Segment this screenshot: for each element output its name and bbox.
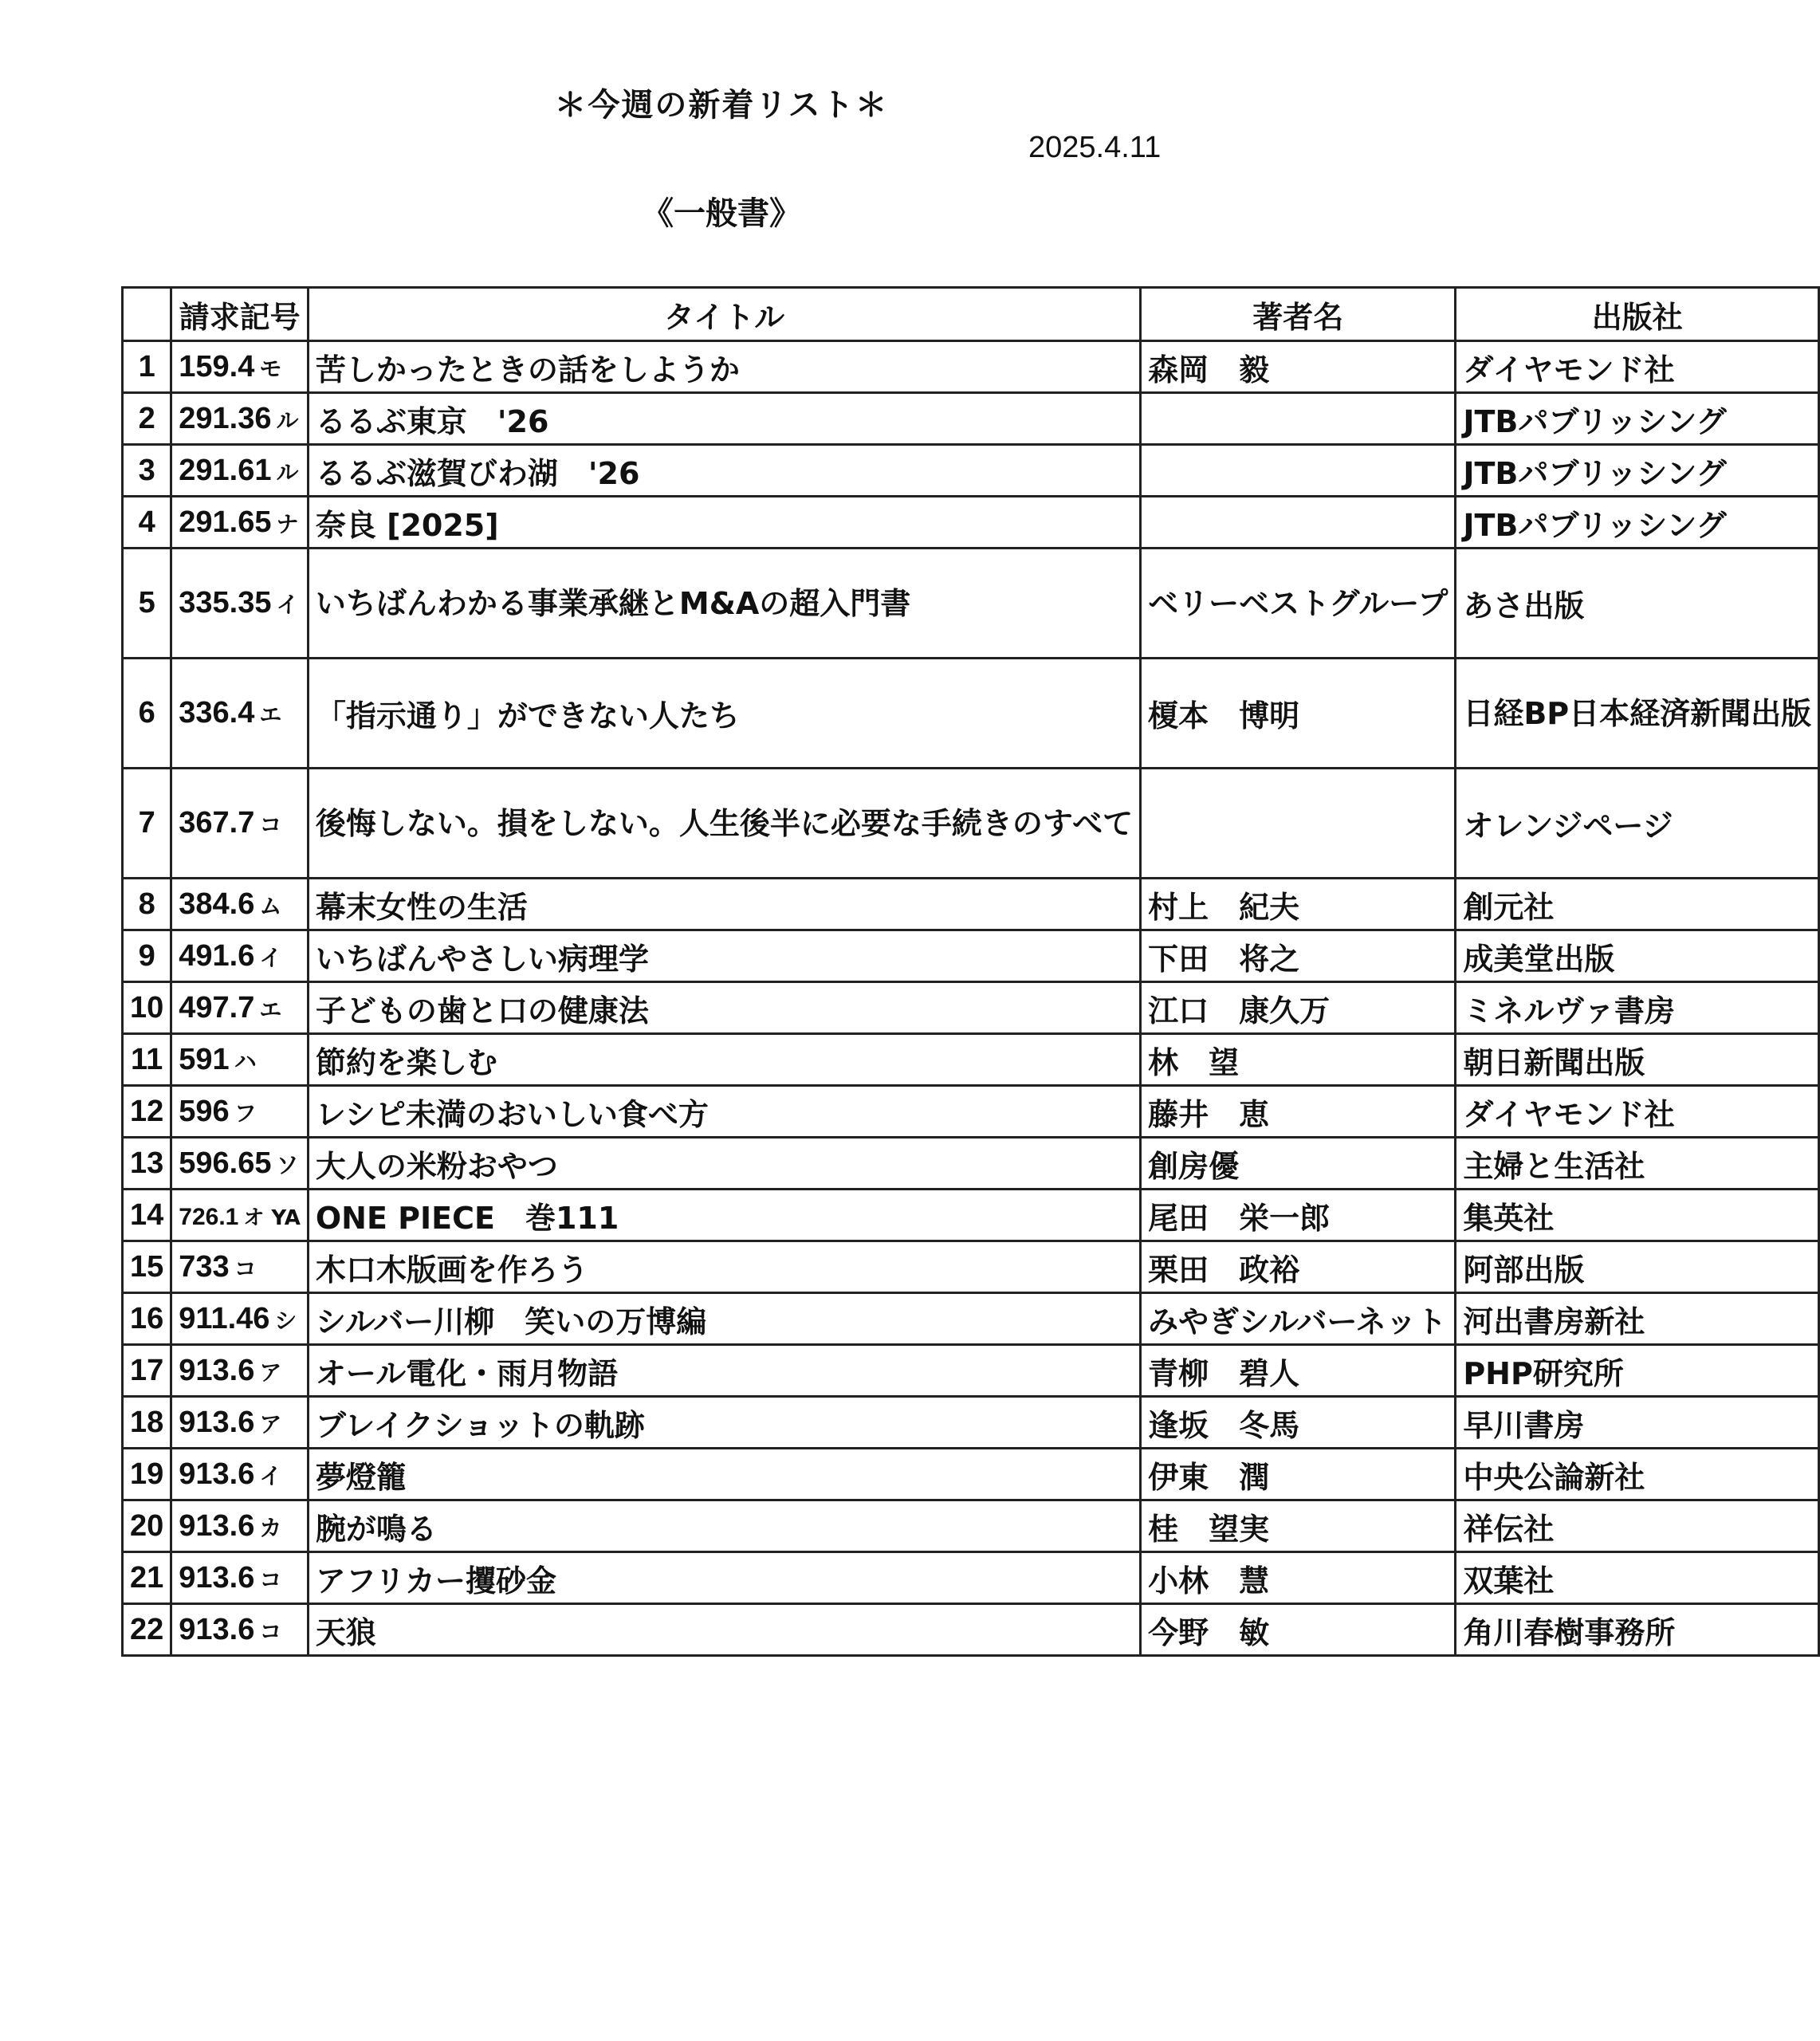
author-mark: イ	[259, 944, 282, 971]
list-title: ＊今週の新着リスト＊	[554, 87, 889, 124]
book-title: シルバー川柳 笑いの万博編	[308, 1293, 1140, 1345]
book-publisher: 双葉社	[1456, 1552, 1819, 1604]
book-author	[1141, 393, 1456, 445]
book-author: 下田 将之	[1141, 930, 1456, 982]
book-title: 節約を楽しむ	[308, 1034, 1140, 1086]
book-title: 夢燈籠	[308, 1449, 1140, 1500]
book-title: 天狼	[308, 1604, 1140, 1656]
table-row	[123, 769, 1819, 879]
book-author: 桂 望実	[1141, 1500, 1456, 1552]
author-mark: コ	[234, 1255, 257, 1282]
call-code: 491.6	[179, 938, 255, 973]
book-title: るるぶ東京 '26	[308, 393, 1140, 445]
book-publisher: 創元社	[1456, 879, 1819, 930]
table-row	[123, 445, 1819, 497]
table-row	[123, 1086, 1819, 1138]
call-code: 159.4	[179, 349, 255, 383]
row-number: 14	[123, 1190, 171, 1241]
table-header-row	[123, 288, 1819, 341]
call-code: 913.6	[179, 1405, 255, 1439]
book-author: 小林 慧	[1141, 1552, 1456, 1604]
book-publisher: 集英社	[1456, 1190, 1819, 1241]
table-row	[123, 341, 1819, 393]
book-publisher: JTBパブリッシング	[1456, 445, 1819, 497]
book-title: 幕末女性の生活	[308, 879, 1140, 930]
book-title: 子どもの歯と口の健康法	[308, 982, 1140, 1034]
call-number	[171, 930, 309, 982]
book-author: 創房優	[1141, 1138, 1456, 1190]
call-code: 913.6	[179, 1353, 255, 1387]
call-number	[171, 497, 309, 549]
table-row	[123, 497, 1819, 549]
table-row	[123, 659, 1819, 769]
call-number	[171, 1138, 309, 1190]
call-code: 336.4	[179, 696, 255, 729]
header-author: 著者名	[1141, 288, 1456, 341]
book-author: 青柳 碧人	[1141, 1345, 1456, 1397]
book-title: アフリカー攫砂金	[308, 1552, 1140, 1604]
book-publisher: JTBパブリッシング	[1456, 393, 1819, 445]
book-title: ONE PIECE 巻111	[308, 1190, 1140, 1241]
book-title: るるぶ滋賀びわ湖 '26	[308, 445, 1140, 497]
book-author	[1141, 497, 1456, 549]
call-number	[171, 341, 309, 393]
table-row	[123, 1397, 1819, 1449]
call-code: 291.61	[179, 453, 272, 487]
row-number: 3	[123, 445, 171, 497]
call-code: 335.35	[179, 586, 272, 619]
call-code: 913.6	[179, 1612, 255, 1646]
author-mark: コ	[259, 1618, 282, 1645]
author-mark: イ	[259, 1462, 282, 1489]
author-mark: ア	[259, 1410, 282, 1437]
book-publisher: PHP研究所	[1456, 1345, 1819, 1397]
call-code: 726.1	[179, 1203, 239, 1230]
call-code: 913.6	[179, 1457, 255, 1491]
call-code: 497.7	[179, 990, 255, 1024]
book-author: ベリーベストグループ	[1141, 549, 1456, 659]
row-number: 9	[123, 930, 171, 982]
book-publisher: 中央公論新社	[1456, 1449, 1819, 1500]
row-number: 10	[123, 982, 171, 1034]
call-code: 384.6	[179, 887, 255, 921]
author-mark: ル	[276, 458, 299, 486]
author-mark: ル	[276, 407, 299, 434]
author-mark: エ	[259, 702, 282, 728]
call-number	[171, 1604, 309, 1656]
row-number: 12	[123, 1086, 171, 1138]
book-publisher: 河出書房新社	[1456, 1293, 1819, 1345]
row-number: 17	[123, 1345, 171, 1397]
book-author	[1141, 445, 1456, 497]
book-title: 奈良 [2025]	[308, 497, 1140, 549]
row-number: 6	[123, 659, 171, 769]
author-mark: ム	[259, 892, 282, 919]
table-row	[123, 879, 1819, 930]
book-title: 苦しかったときの話をしようか	[308, 341, 1140, 393]
header-number	[123, 288, 171, 341]
call-number	[171, 1345, 309, 1397]
book-title: レシピ未満のおいしい食べ方	[308, 1086, 1140, 1138]
call-code: 291.36	[179, 401, 272, 435]
call-number	[171, 879, 309, 930]
book-author: 逢坂 冬馬	[1141, 1397, 1456, 1449]
call-code: 913.6	[179, 1560, 255, 1595]
book-author: みやぎシルバーネット	[1141, 1293, 1456, 1345]
table-row	[123, 393, 1819, 445]
book-author: 今野 敏	[1141, 1604, 1456, 1656]
call-number	[171, 769, 309, 879]
author-mark: ナ	[276, 510, 299, 537]
author-mark: エ	[259, 996, 282, 1023]
book-title: 大人の米粉おやつ	[308, 1138, 1140, 1190]
table-row	[123, 1345, 1819, 1397]
book-publisher: ミネルヴァ書房	[1456, 982, 1819, 1034]
author-mark: ハ	[234, 1048, 257, 1075]
book-title: 後悔しない。損をしない。人生後半に必要な手続きのすべて	[308, 769, 1140, 879]
book-publisher: 日経BP日本経済新聞出版	[1456, 659, 1819, 769]
table-row	[123, 1449, 1819, 1500]
table-row	[123, 1034, 1819, 1086]
new-arrivals-table	[121, 286, 1820, 1657]
book-publisher: 成美堂出版	[1456, 930, 1819, 982]
call-number	[171, 1086, 309, 1138]
book-author: 林 望	[1141, 1034, 1456, 1086]
table-row	[123, 982, 1819, 1034]
book-publisher: 阿部出版	[1456, 1241, 1819, 1293]
row-number: 15	[123, 1241, 171, 1293]
call-code: 596	[179, 1094, 230, 1128]
call-code: 596.65	[179, 1146, 272, 1180]
header-call-number: 請求記号	[171, 288, 309, 341]
call-number	[171, 1293, 309, 1345]
header-publisher: 出版社	[1456, 288, 1819, 341]
row-number: 21	[123, 1552, 171, 1604]
row-number: 8	[123, 879, 171, 930]
call-number	[171, 393, 309, 445]
table-row	[123, 1293, 1819, 1345]
book-author: 栗田 政裕	[1141, 1241, 1456, 1293]
table-row	[123, 1500, 1819, 1552]
book-title: 木口木版画を作ろう	[308, 1241, 1140, 1293]
book-publisher: ダイヤモンド社	[1456, 341, 1819, 393]
author-mark: オ YA	[243, 1205, 301, 1230]
row-number: 2	[123, 393, 171, 445]
call-number	[171, 982, 309, 1034]
call-number	[171, 549, 309, 659]
table-row	[123, 1190, 1819, 1241]
book-author: 村上 紀夫	[1141, 879, 1456, 930]
row-number: 16	[123, 1293, 171, 1345]
book-title: いちばんやさしい病理学	[308, 930, 1140, 982]
book-author: 榎本 博明	[1141, 659, 1456, 769]
book-author: 伊東 潤	[1141, 1449, 1456, 1500]
row-number: 20	[123, 1500, 171, 1552]
book-publisher: 朝日新聞出版	[1456, 1034, 1819, 1086]
call-number	[171, 659, 309, 769]
call-number	[171, 1397, 309, 1449]
call-number	[171, 445, 309, 497]
row-number: 4	[123, 497, 171, 549]
table-row	[123, 1604, 1819, 1656]
row-number: 7	[123, 769, 171, 879]
book-title: いちばんわかる事業承継とM&Aの超入門書	[308, 549, 1140, 659]
call-number	[171, 1241, 309, 1293]
author-mark: シ	[274, 1307, 297, 1334]
author-mark: フ	[234, 1099, 257, 1127]
book-author	[1141, 769, 1456, 879]
table-row	[123, 549, 1819, 659]
book-publisher: あさ出版	[1456, 549, 1819, 659]
call-code: 733	[179, 1249, 230, 1284]
header-title: タイトル	[308, 288, 1140, 341]
table-row	[123, 930, 1819, 982]
call-code: 367.7	[179, 806, 255, 840]
call-number	[171, 1190, 309, 1241]
row-number: 19	[123, 1449, 171, 1500]
book-author: 森岡 毅	[1141, 341, 1456, 393]
row-number: 18	[123, 1397, 171, 1449]
table-row	[123, 1552, 1819, 1604]
book-publisher: 早川書房	[1456, 1397, 1819, 1449]
book-publisher: 主婦と生活社	[1456, 1138, 1819, 1190]
author-mark: カ	[259, 1514, 282, 1541]
book-author: 藤井 恵	[1141, 1086, 1456, 1138]
call-code: 913.6	[179, 1508, 255, 1543]
book-publisher: 角川春樹事務所	[1456, 1604, 1819, 1656]
table-body	[123, 341, 1819, 1656]
row-number: 22	[123, 1604, 171, 1656]
author-mark: ソ	[276, 1151, 299, 1178]
call-code: 291.65	[179, 505, 272, 539]
author-mark: コ	[259, 812, 282, 838]
call-number	[171, 1500, 309, 1552]
author-mark: イ	[276, 592, 299, 618]
row-number: 11	[123, 1034, 171, 1086]
call-code: 591	[179, 1042, 230, 1076]
book-title: オール電化・雨月物語	[308, 1345, 1140, 1397]
book-author: 尾田 栄一郎	[1141, 1190, 1456, 1241]
row-number: 1	[123, 341, 171, 393]
list-date: 2025.4.11	[1028, 131, 1162, 164]
book-title: 「指示通り」ができない人たち	[308, 659, 1140, 769]
row-number: 13	[123, 1138, 171, 1190]
call-number	[171, 1552, 309, 1604]
book-title: 腕が鳴る	[308, 1500, 1140, 1552]
call-number	[171, 1034, 309, 1086]
book-author: 江口 康久万	[1141, 982, 1456, 1034]
book-publisher: ダイヤモンド社	[1456, 1086, 1819, 1138]
book-publisher: 祥伝社	[1456, 1500, 1819, 1552]
row-number: 5	[123, 549, 171, 659]
author-mark: コ	[259, 1566, 282, 1593]
book-publisher: JTBパブリッシング	[1456, 497, 1819, 549]
call-code: 911.46	[179, 1301, 270, 1335]
table-row	[123, 1138, 1819, 1190]
section-heading: 《一般書》	[642, 195, 801, 232]
table-row	[123, 1241, 1819, 1293]
book-publisher: オレンジページ	[1456, 769, 1819, 879]
book-title: ブレイクショットの軌跡	[308, 1397, 1140, 1449]
call-number	[171, 1449, 309, 1500]
author-mark: ア	[259, 1359, 282, 1386]
author-mark: モ	[259, 355, 282, 382]
